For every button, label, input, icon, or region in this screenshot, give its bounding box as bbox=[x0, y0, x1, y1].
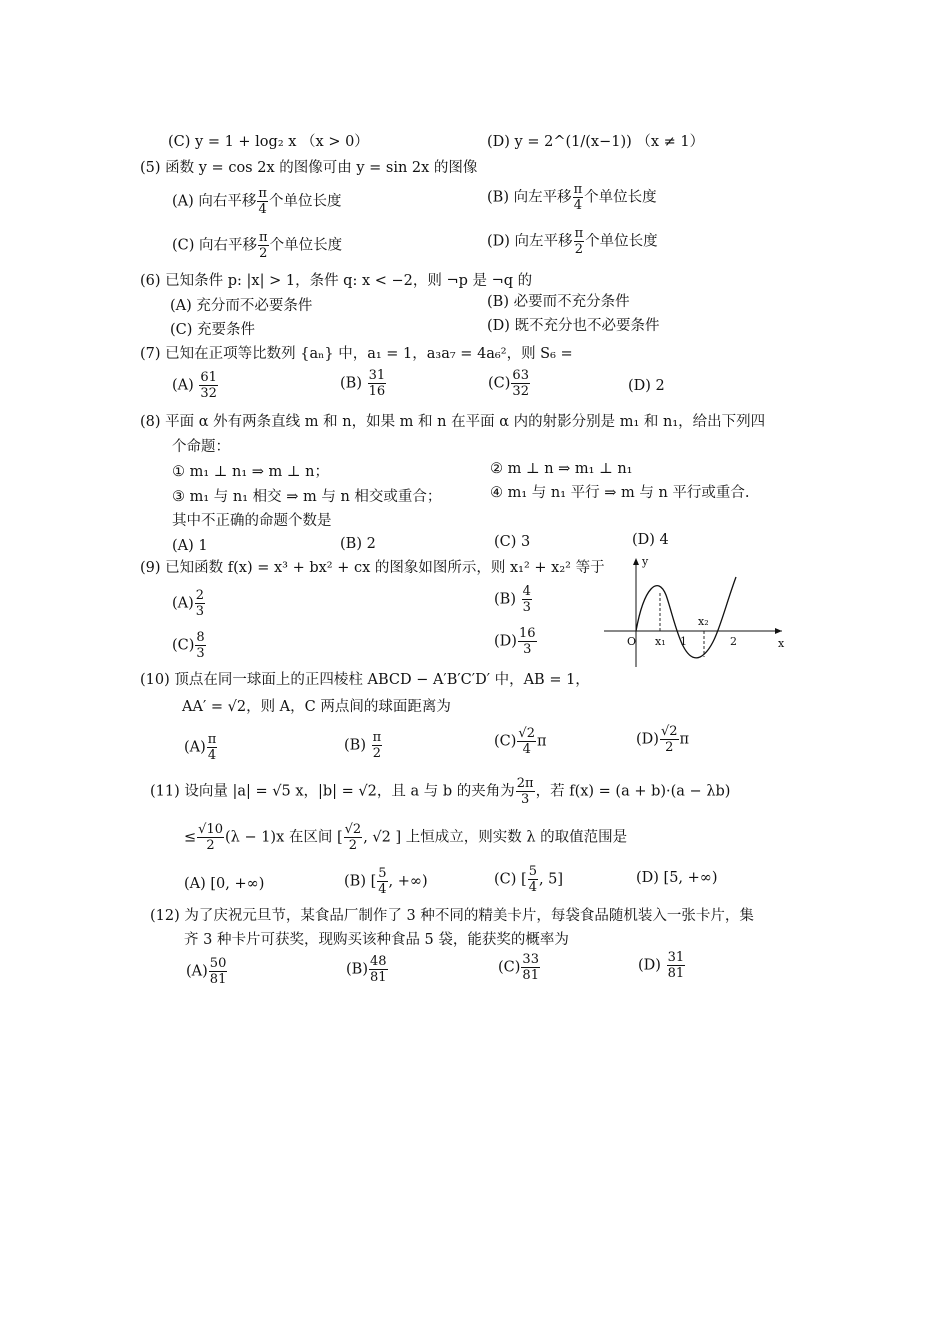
two-label: 2 bbox=[730, 635, 737, 648]
one-label: 1 bbox=[680, 635, 687, 648]
q11-option-c: (C) [ $\frac{5}{4}$ , 5] bbox=[494, 864, 564, 895]
q9-function-graph bbox=[600, 555, 790, 675]
q10-option-a: (A) $\frac{\pi}{4}$ bbox=[184, 732, 217, 763]
q8-proposition-3: ③ m₁ 与 n₁ 相交 ⇒ m 与 n 相交或重合； bbox=[172, 489, 442, 505]
q5-stem: (5) 函数 y = cos 2x 的图像可由 y = sin 2x 的图像 bbox=[140, 160, 478, 176]
q6-option-b: (B) 必要而不充分条件 bbox=[487, 294, 630, 310]
q11-option-d: (D) [5, +∞) bbox=[636, 870, 718, 886]
q5-option-a: (A) 向右平移 $\frac{\pi}{4}$ 个单位长度 bbox=[172, 186, 342, 217]
q11-stem-line2: ≤ $\frac{√10}{2}$ (λ − 1)x 在区间 [ $\frac{√2}{2}$ , √2 ] 上恒成立，则实数 λ 的取值范围是 bbox=[184, 822, 628, 853]
q9-stem: (9) 已知函数 f(x) = x³ + bx² + cx 的图象如图所示，则 x₁² + x₂² 等于 bbox=[140, 560, 605, 576]
q6-option-c: (C) 充要条件 bbox=[170, 322, 256, 338]
q12-option-d: (D) $\frac{31}{81}$ bbox=[638, 950, 685, 981]
q11-stem-line1: (11) 设向量 |a| = √5 x，|b| = √2，且 a 与 b 的夹角为 $\frac{2\pi}{3}$ ，若 f(x) = (a + b)·(a − λb) bbox=[150, 776, 731, 807]
q12-stem-line1: (12) 为了庆祝元旦节，某食品厂制作了 3 种不同的精美卡片，每袋食品随机装入一张卡片，集 bbox=[150, 908, 754, 924]
origin-label: O bbox=[627, 635, 637, 648]
q5-option-d: (D) 向左平移 $\frac{\pi}{2}$ 个单位长度 bbox=[487, 226, 658, 257]
q8-stem-line2: 个命题： bbox=[172, 439, 230, 455]
q9-option-a: (A) $\frac{2}{3}$ bbox=[172, 588, 205, 619]
x-axis-arrow-icon bbox=[775, 628, 782, 634]
q9-option-b: (B) $\frac{4}{3}$ bbox=[494, 584, 531, 615]
q8-proposition-4: ④ m₁ 与 n₁ 平行 ⇒ m 与 n 平行或重合. bbox=[490, 485, 750, 501]
q4-option-c: (C) y = 1 + log₂ x （x > 0） bbox=[168, 134, 369, 150]
q4-option-d: (D) y = 2^(1/(x−1)) （x ≠ 1） bbox=[487, 134, 705, 150]
x-axis-label: x bbox=[778, 637, 785, 650]
q8-option-a: (A) 1 bbox=[172, 538, 208, 554]
q5-option-b: (B) 向左平移 $\frac{\pi}{4}$ 个单位长度 bbox=[487, 182, 657, 213]
q5-option-c: (C) 向右平移 $\frac{\pi}{2}$ 个单位长度 bbox=[172, 230, 343, 261]
q12-option-b: (B) $\frac{48}{81}$ bbox=[346, 954, 387, 985]
q12-option-a: (A) $\frac{50}{81}$ bbox=[186, 956, 227, 987]
q6-stem: (6) 已知条件 p: |x| > 1，条件 q: x < −2，则 ¬p 是 ¬q 的 bbox=[140, 273, 533, 289]
q10-stem-line1: (10) 顶点在同一球面上的正四棱柱 ABCD − A′B′C′D′ 中，AB = 1， bbox=[140, 672, 590, 688]
q8-stem-line1: (8) 平面 α 外有两条直线 m 和 n，如果 m 和 n 在平面 α 内的射影分别是 m₁ 和 n₁，给出下列四 bbox=[140, 414, 766, 430]
y-axis-arrow-icon bbox=[633, 558, 639, 565]
q6-option-a: (A) 充分而不必要条件 bbox=[170, 298, 313, 314]
q8-stem-line3: 其中不正确的命题个数是 bbox=[172, 513, 332, 529]
q10-option-c: (C) $\frac{√2}{4}$ π bbox=[494, 726, 547, 757]
q6-option-d: (D) 既不充分也不必要条件 bbox=[487, 318, 660, 334]
q11-option-a: (A) [0, +∞) bbox=[184, 876, 265, 892]
q7-option-d: (D) 2 bbox=[628, 378, 665, 394]
x2-label: x₂ bbox=[698, 615, 709, 628]
q7-option-b: (B) $\frac{31}{16}$ bbox=[340, 368, 386, 399]
y-axis-label: y bbox=[642, 555, 649, 568]
q8-option-d: (D) 4 bbox=[632, 532, 669, 548]
q11-option-b: (B) [ $\frac{5}{4}$ , +∞) bbox=[344, 866, 428, 897]
q7-stem: (7) 已知在正项等比数列 {aₙ} 中，a₁ = 1，a₃a₇ = 4a₆²，则 S₆ = bbox=[140, 346, 573, 362]
q8-option-c: (C) 3 bbox=[494, 534, 531, 550]
q8-proposition-2: ② m ⊥ n ⇒ m₁ ⊥ n₁ bbox=[490, 461, 633, 477]
x1-label: x₁ bbox=[655, 635, 666, 648]
q10-option-b: (B) $\frac{\pi}{2}$ bbox=[344, 730, 382, 761]
q12-option-c: (C) $\frac{33}{81}$ bbox=[498, 952, 539, 983]
q7-option-c: (C) $\frac{63}{32}$ bbox=[488, 368, 529, 399]
q8-option-b: (B) 2 bbox=[340, 536, 376, 552]
q7-option-a: (A) $\frac{61}{32}$ bbox=[172, 370, 217, 401]
q10-stem-line2: AA′ = √2，则 A，C 两点间的球面距离为 bbox=[182, 699, 451, 715]
q12-stem-line2: 齐 3 种卡片可获奖，现购买该种食品 5 袋，能获奖的概率为 bbox=[184, 932, 569, 948]
q9-option-d: (D) $\frac{16}{3}$ bbox=[494, 626, 536, 657]
q9-option-c: (C) $\frac{8}{3}$ bbox=[172, 630, 205, 661]
q10-option-d: (D) $\frac{√2}{2}$ π bbox=[636, 724, 690, 755]
q8-proposition-1: ① m₁ ⊥ n₁ ⇒ m ⊥ n； bbox=[172, 464, 329, 480]
